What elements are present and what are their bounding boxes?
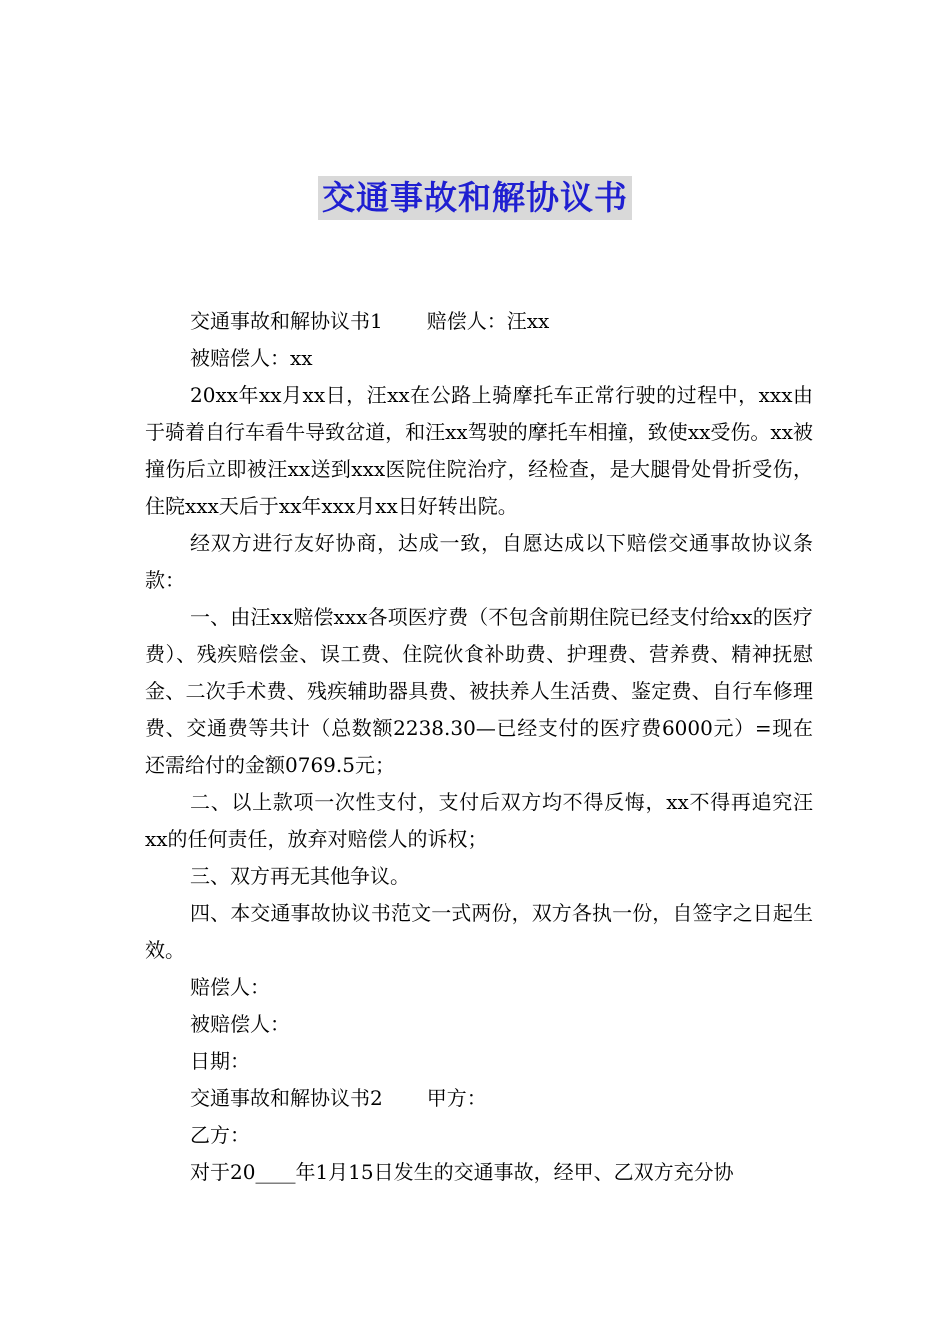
clause-1: 一、由汪xx赔偿xxx各项医疗费（不包含前期住院已经支付给xx的医疗费）、残疾赔偿金、误工费、住院伙食补助费、护理费、营养费、精神抚慰金、二次手术费、残疾辅助器具费、被扶养人生活费、鉴定费、自行车修理费、交通费等共计（总数额2238.30—已经支付的医疗费6000元）=现在还需给付的金额0769.5元；	[145, 605, 813, 777]
title-container	[0, 176, 950, 220]
clause-4: 四、本交通事故协议书范文一式两份，双方各执一份，自签字之日起生效。	[145, 901, 813, 962]
agreement-1-label: 交通事故和解协议书1	[190, 309, 383, 333]
signature-compensatee: 被赔偿人：	[190, 1012, 290, 1036]
signature-compensator: 赔偿人：	[190, 975, 270, 999]
paragraph-heading-1	[145, 303, 813, 340]
paragraph-negotiation: 经双方进行友好协商，达成一致，自愿达成以下赔偿交通事故协议条款：	[145, 531, 813, 592]
document-title: 交通事故和解协议书	[318, 176, 632, 220]
year-blank: ____	[255, 1160, 296, 1184]
compensator-line: 赔偿人：汪xx	[426, 309, 550, 333]
signature-date: 日期：	[190, 1049, 250, 1073]
paragraph-compensatee: 被赔偿人：xx	[190, 346, 313, 370]
agreement-2-text-rest: 年1月15日发生的交通事故，经甲、乙双方充分协	[295, 1160, 734, 1184]
paragraph-heading-2	[145, 1080, 813, 1117]
party-b-line: 乙方：	[190, 1123, 250, 1147]
clause-3: 三、双方再无其他争议。	[190, 864, 410, 888]
agreement-2-text-start: 对于20	[190, 1160, 256, 1184]
clause-2: 二、以上款项一次性支付，支付后双方均不得反悔，xx不得再追究汪xx的任何责任，放弃对赔偿人的诉权；	[145, 790, 813, 851]
paragraph-agreement-2-body	[145, 1154, 813, 1191]
party-a-line: 甲方：	[426, 1086, 487, 1110]
agreement-2-label: 交通事故和解协议书2	[190, 1086, 383, 1110]
document-body	[145, 303, 813, 1191]
paragraph-incident: 20xx年xx月xx日，汪xx在公路上骑摩托车正常行驶的过程中，xxx由于骑着自行车看牛导致岔道，和汪xx驾驶的摩托车相撞，致使xx受伤。xx被撞伤后立即被汪xx送到xxx医院住院治疗，经检查，是大腿骨处骨折受伤，住院xxx天后于xx年xxx月xx日好转出院。	[145, 383, 813, 518]
